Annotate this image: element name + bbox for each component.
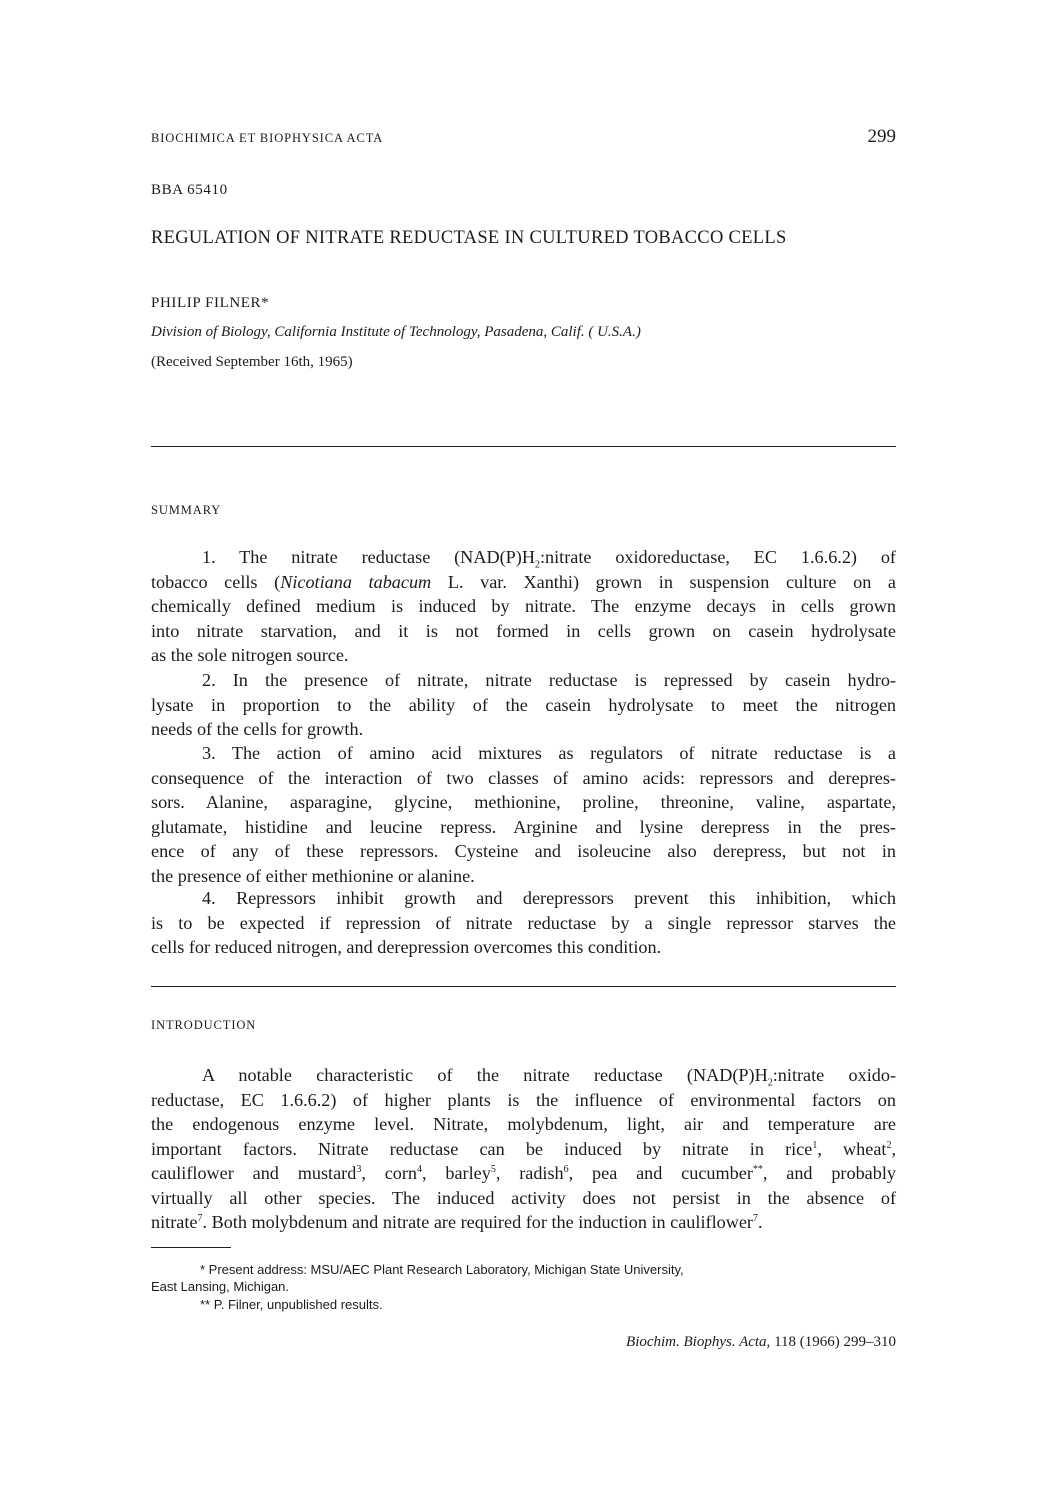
text-line: 3. The action of amino acid mixtures as regulators of nitrate reductase is a xyxy=(202,743,896,763)
text-line: as the sole nitrogen source. xyxy=(151,645,349,665)
text-line: lysate in proportion to the ability of the casein hydrolysate to meet the nitrogen xyxy=(151,694,896,715)
text-line: sors. Alanine, asparagine, glycine, methionine, proline, threonine, valine, aspartate, xyxy=(151,792,896,812)
bba-identifier: BBA 65410 xyxy=(151,182,228,198)
text-line: important factors. Nitrate reductase can be induced by nitrate in rice$^1$, wheat$^2$, xyxy=(151,1138,896,1159)
text-line: needs of the cells for growth. xyxy=(151,719,364,739)
text-line: ence of any of these repressors. Cysteine and isoleucine also derepress, but not in xyxy=(151,841,896,861)
citation-journal: Biochim. Biophys. Acta, xyxy=(626,1334,771,1350)
text-line: 2. In the presence of nitrate, nitrate reductase is repressed by casein hydro- xyxy=(202,670,896,690)
summary-heading: SUMMARY xyxy=(151,503,222,517)
text-line: glutamate, histidine and leucine repress. Arginine and lysine derepress in the pres- xyxy=(151,816,896,837)
article-title: REGULATION OF NITRATE REDUCTASE IN CULTURED TOBACCO CELLS xyxy=(151,228,787,248)
text-line: 1. The nitrate reductase ($NAD(P)H_2:nitrate$ oxidoreductase, EC 1.6.6.2) of xyxy=(202,547,896,571)
footnote-1: * Present address: MSU/AEC Plant Research Laboratory, Michigan State University, xyxy=(200,1262,684,1277)
author-name: PHILIP FILNER* xyxy=(151,295,270,311)
text-line: consequence of the interaction of two classes of amino acids: repressors and derepres- xyxy=(151,767,896,788)
text-line: the presence of either methionine or alanine. xyxy=(151,865,475,886)
summary-paragraph-2 xyxy=(151,668,896,742)
divider-top xyxy=(151,446,896,447)
footnote-rule xyxy=(151,1247,231,1248)
footnote-1-continued: East Lansing, Michigan. xyxy=(151,1279,290,1294)
text-line: chemically defined medium is induced by nitrate. The enzyme decays in cells grown xyxy=(151,596,896,616)
text-line: reductase, EC 1.6.6.2) of higher plants is the influence of environmental factors on xyxy=(151,1089,896,1110)
text-line: nitrate$^7$. Both molybdenum and nitrate are required for the induction in cauliflower$^7$. xyxy=(151,1212,763,1232)
text-line: the endogenous enzyme level. Nitrate, molybdenum, light, air and temperature are xyxy=(151,1114,896,1134)
text-line: cells for reduced nitrogen, and derepression overcomes this condition. xyxy=(151,937,662,957)
text-line: into nitrate starvation, and it is not formed in cells grown on casein hydrolysate xyxy=(151,620,896,641)
text-line: 4. Repressors inhibit growth and derepressors prevent this inhibition, which xyxy=(202,888,896,908)
journal-citation xyxy=(565,1334,896,1351)
text-line: virtually all other species. The induced activity does not persist in the absence of xyxy=(151,1187,896,1208)
author-affiliation: Division of Biology, California Institute of Technology, Pasadena, Calif. ( U.S.A.) xyxy=(151,324,641,340)
summary-paragraph-3 xyxy=(151,741,896,888)
text-line: cauliflower and mustard$^3$, corn$^4$, barley$^5$, radish$^6$, pea and cucumber**, and probably xyxy=(151,1163,896,1183)
introduction-heading: INTRODUCTION xyxy=(151,1018,257,1032)
text-line: is to be expected if repression of nitrate reductase by a single repressor starves the xyxy=(151,912,896,933)
summary-paragraph-1 xyxy=(151,545,896,668)
received-date: (Received September 16th, 1965) xyxy=(151,354,353,370)
divider-bottom xyxy=(151,986,896,987)
text-line: A notable characteristic of the nitrate reductase ($NAD(P)H_2:nitrate$ oxido- xyxy=(202,1065,897,1089)
text-line: tobacco cells (Nicotiana tabacum L. var. Xanthi) grown in suspension culture on a xyxy=(151,571,896,592)
introduction-paragraph xyxy=(151,1063,896,1235)
summary-paragraph-4 xyxy=(151,886,896,960)
page-number: 299 xyxy=(867,126,896,147)
footnote-2: ** P. Filner, unpublished results. xyxy=(200,1297,383,1312)
running-header-journal: BIOCHIMICA ET BIOPHYSICA ACTA xyxy=(151,131,384,145)
citation-volume: 118 (1966) 299–310 xyxy=(770,1334,896,1350)
